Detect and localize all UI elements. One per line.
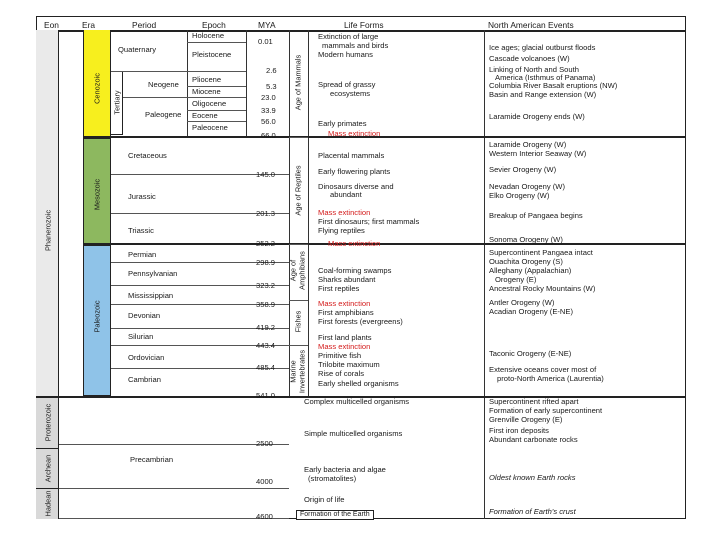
- mya-value: 2.6: [266, 66, 277, 75]
- period-mississippian: Mississippian: [128, 291, 174, 300]
- mya-value: 56.0: [261, 117, 276, 126]
- epoch-miocene: Miocene: [192, 87, 221, 96]
- na-event: First iron deposits: [489, 426, 549, 435]
- mya-value: 23.0: [261, 93, 276, 102]
- life-form: First land plants: [318, 333, 372, 342]
- mya-value: 5.3: [266, 82, 277, 91]
- na-event: America (Isthmus of Panama): [495, 73, 596, 82]
- life-form: Complex multicelled organisms: [304, 397, 410, 406]
- life-form: ecosystems: [330, 89, 371, 98]
- mass-extinction-label: Mass extinction: [328, 129, 381, 138]
- life-form: First amphibians: [318, 308, 374, 317]
- period-pennsylvanian: Pennsylvanian: [128, 269, 178, 278]
- life-form: Modern humans: [318, 50, 373, 59]
- mya-value: 358.9: [256, 300, 276, 309]
- mass-extinction-label: Mass extinction: [328, 239, 381, 248]
- na-event: Formation of Earth's crust: [489, 507, 576, 516]
- life-form: Sharks abundant: [318, 275, 376, 284]
- life-form: Flying reptiles: [318, 226, 365, 235]
- na-event: Antler Orogeny (W): [489, 298, 555, 307]
- mya-value: 145.0: [256, 170, 276, 179]
- life-form: Early flowering plants: [318, 167, 391, 176]
- age-of-inverts-line2: Invertebrates: [297, 349, 307, 394]
- na-event: Ice ages; glacial outburst floods: [489, 43, 596, 52]
- na-event: Abundant carbonate rocks: [489, 435, 578, 444]
- life-form: Extinction of large: [318, 32, 379, 41]
- line-4000: [59, 488, 289, 489]
- na-event: Supercontinent Pangaea intact: [489, 248, 593, 257]
- age-of-fishes: Fishes: [293, 310, 303, 333]
- na-event: Cascade volcanoes (W): [489, 54, 570, 63]
- life-form: (stromatolites): [308, 474, 357, 483]
- age-of-amphibians-line1: Age of: [288, 259, 298, 282]
- mya-value: 298.9: [256, 258, 276, 267]
- line-eocene-bottom: [187, 121, 246, 122]
- epoch-eocene: Eocene: [192, 111, 218, 120]
- na-event: Alleghany (Appalachian): [489, 266, 572, 275]
- na-event: Elko Orogeny (W): [489, 191, 550, 200]
- life-form: First reptiles: [318, 284, 360, 293]
- na-event: Orogeny (E): [495, 275, 537, 284]
- life-form: Primitive fish: [318, 351, 362, 360]
- life-form: Early bacteria and algae: [304, 465, 386, 474]
- life-form: mammals and birds: [322, 41, 389, 50]
- life-events-divider: [484, 30, 485, 519]
- eon-phanerozoic-label: Phanerozoic: [43, 209, 53, 252]
- na-event: Laramide Orogeny ends (W): [489, 112, 585, 121]
- na-event: Western Interior Seaway (W): [489, 149, 587, 158]
- header-epoch: Epoch: [202, 20, 226, 30]
- mya-value: 201.3: [256, 209, 276, 218]
- period-paleogene: Paleogene: [145, 110, 182, 119]
- na-event: Ancestral Rocky Mountains (W): [489, 284, 596, 293]
- mya-value: 4600: [256, 512, 273, 521]
- period-quaternary: Quaternary: [118, 45, 156, 54]
- tertiary-label: Tertiary: [112, 90, 122, 115]
- era-paleozoic-label: Paleozoic: [92, 300, 102, 333]
- life-form: Rise of corals: [318, 369, 365, 378]
- epoch-paleocene: Paleocene: [192, 123, 228, 132]
- period-devonian: Devonian: [128, 311, 161, 320]
- period-jurassic: Jurassic: [128, 192, 156, 201]
- age-of-reptiles: Age of Reptiles: [293, 165, 303, 216]
- header-mya: MYA: [258, 20, 276, 30]
- life-form: Placental mammals: [318, 151, 385, 160]
- life-form: Trilobite maximum: [318, 360, 380, 369]
- age-of-amphibians-line2: Amphibians: [297, 251, 307, 290]
- mass-extinction-label: Mass extinction: [318, 208, 371, 217]
- boundary-66: [83, 136, 686, 138]
- epoch-pleistocene: Pleistocene: [192, 50, 232, 59]
- mya-value: 443.4: [256, 341, 276, 350]
- boundary-252: [83, 243, 686, 245]
- epoch-holocene: Holocene: [192, 31, 225, 40]
- na-event: Grenville Orogeny (E): [489, 415, 563, 424]
- mya-value: 485.4: [256, 363, 276, 372]
- period-silurian: Silurian: [128, 332, 154, 341]
- life-form: Early primates: [318, 119, 367, 128]
- epoch-pliocene: Pliocene: [192, 75, 222, 84]
- age-of-mammals: Age of Mammals: [293, 54, 303, 111]
- na-event: Ouachita Orogeny (S): [489, 257, 563, 266]
- life-form: Early shelled organisms: [318, 379, 399, 388]
- line-miocene-bottom: [187, 97, 246, 98]
- epoch-oligocene: Oligocene: [192, 99, 227, 108]
- na-event: Acadian Orogeny (E-NE): [489, 307, 573, 316]
- line-quaternary-bottom: [111, 71, 246, 72]
- period-precambrian: Precambrian: [130, 455, 174, 464]
- period-ordovician: Ordovician: [128, 353, 165, 362]
- period-cambrian: Cambrian: [128, 375, 161, 384]
- life-form: Dinosaurs diverse and: [318, 182, 394, 191]
- mass-extinction-label: Mass extinction: [318, 342, 371, 351]
- header-north-american-events: North American Events: [488, 20, 574, 30]
- na-event: Laramide Orogeny (W): [489, 140, 567, 149]
- na-event: Columbia River Basalt eruptions (NW): [489, 81, 618, 90]
- life-form: Spread of grassy: [318, 80, 376, 89]
- ages-divider-reptiles: [289, 137, 308, 138]
- period-triassic: Triassic: [128, 226, 154, 235]
- na-event: Sonoma Orogeny (W): [489, 235, 563, 244]
- line-2500: [59, 444, 289, 445]
- header-life-forms: Life Forms: [344, 20, 384, 30]
- life-form: abundant: [330, 190, 362, 199]
- life-form: First dinosaurs; first mammals: [318, 217, 420, 226]
- life-form: First forests (evergreens): [318, 317, 403, 326]
- na-event: proto-North America (Laurentia): [497, 374, 604, 383]
- era-cenozoic-label: Cenozoic: [92, 73, 102, 104]
- na-event: Formation of early supercontinent: [489, 406, 603, 415]
- period-neogene: Neogene: [148, 80, 179, 89]
- na-event: Oldest known Earth rocks: [489, 473, 576, 482]
- eon-proterozoic-label: Proterozoic: [43, 403, 53, 442]
- mya-value: 4000: [256, 477, 273, 486]
- line-4600: [59, 518, 289, 519]
- eon-hadean-label: Hadean: [43, 490, 53, 517]
- mya-value: 252.2: [256, 239, 276, 248]
- line-holocene-bottom: [187, 42, 246, 43]
- life-form: Simple multicelled organisms: [304, 429, 403, 438]
- na-event: Supercontinent rifted apart: [489, 397, 579, 406]
- header-period: Period: [132, 20, 157, 30]
- na-event: Nevadan Orogeny (W): [489, 182, 565, 191]
- eon-archean-label: Archean: [43, 454, 53, 483]
- ages-life-divider: [308, 30, 309, 397]
- header-era: Era: [82, 20, 96, 30]
- na-event: Extensive oceans cover most of: [489, 365, 597, 374]
- mya-value: 0.01: [258, 37, 273, 46]
- formation-of-earth-box: Formation of the Earth: [296, 510, 374, 520]
- life-form: Coal-forming swamps: [318, 266, 392, 275]
- header-eon: Eon: [44, 20, 59, 30]
- epoch-column-divider: [246, 30, 247, 137]
- mya-value: 33.9: [261, 106, 276, 115]
- mya-value: 66.0: [261, 131, 276, 140]
- mya-value: 323.2: [256, 281, 276, 290]
- life-form: Origin of life: [304, 495, 345, 504]
- na-event: Breakup of Pangaea begins: [489, 211, 583, 220]
- na-event: Linking of North and South: [489, 65, 579, 74]
- na-event: Sevier Orogeny (W): [489, 165, 557, 174]
- na-event: Basin and Range extension (W): [489, 90, 597, 99]
- period-cretaceous: Cretaceous: [128, 151, 167, 160]
- mya-value: 541.0: [256, 391, 276, 400]
- age-of-inverts-line1: Marine: [288, 360, 298, 383]
- mass-extinction-label: Mass extinction: [318, 299, 371, 308]
- era-mesozoic-label: Mesozoic: [92, 178, 102, 211]
- na-event: Taconic Orogeny (E-NE): [489, 349, 572, 358]
- period-permian: Permian: [128, 250, 157, 259]
- mya-value: 2500: [256, 439, 273, 448]
- mya-value: 419.2: [256, 323, 276, 332]
